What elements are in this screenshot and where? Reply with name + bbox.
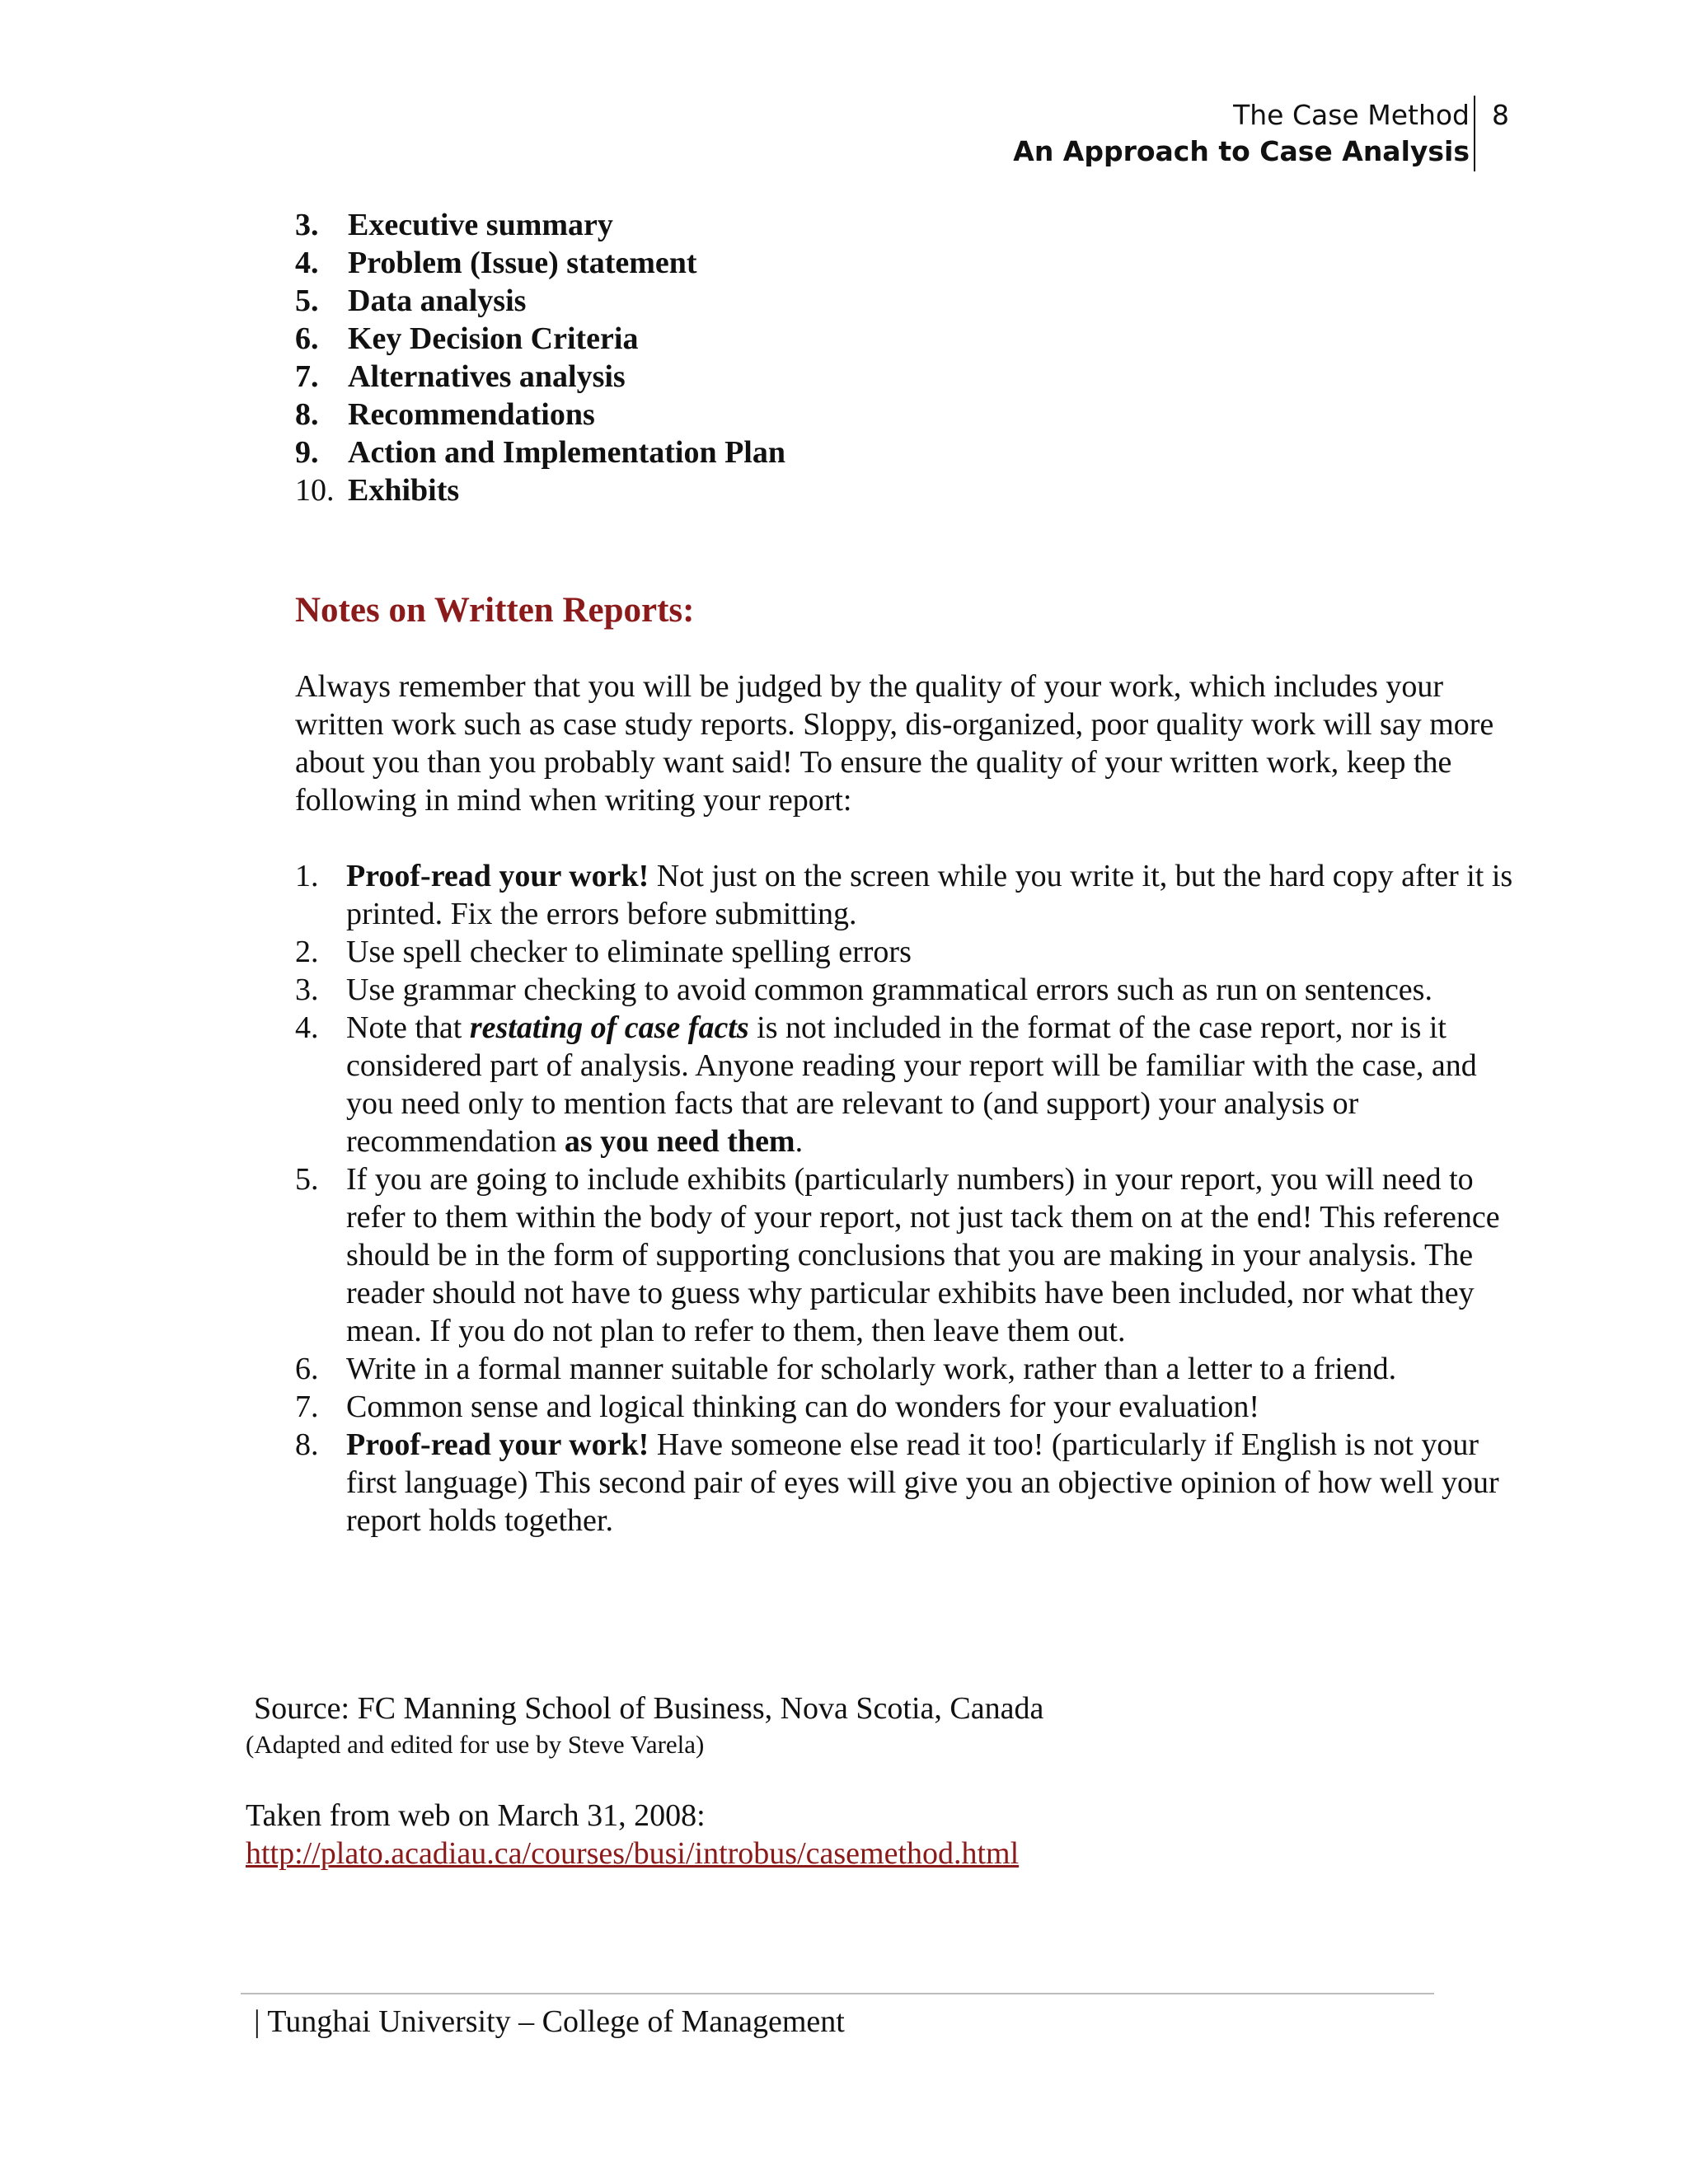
list-item [295, 206, 785, 244]
body-text: is not included in the format of the case report, nor is it considered part of analysis. Anyone reading your report will be familiar with the case, and you need only to mention facts that are relevant to (and support) your analysis or recommendation [346, 1010, 1477, 1159]
page-number: 8 [1492, 99, 1509, 131]
emphasis-text: as you need them [564, 1124, 795, 1159]
emphasis-text: Proof-read your work! [346, 1427, 649, 1462]
notes-list [295, 857, 1531, 1540]
intro-paragraph: Always remember that you will be judged by the quality of your work, which includes your written work such as case study reports. Sloppy, dis-organized, poor quality work will say more about you than you probably want said! To ensure the quality of your written work, keep the following in mind when writing your report: [295, 669, 1494, 818]
list-text: Write in a formal manner suitable for scholarly work, rather than a letter to a friend. [346, 1352, 1397, 1386]
list-item [295, 434, 785, 471]
list-item [295, 244, 785, 282]
body-text: . [795, 1124, 804, 1159]
list-item [295, 857, 1531, 933]
list-number: 6. [295, 1352, 319, 1386]
list-number: 2. [295, 935, 319, 969]
retrieval-date: Taken from web on March 31, 2008: [246, 1798, 706, 1833]
list-text: Problem (Issue) statement [348, 246, 697, 280]
list-item [295, 320, 785, 358]
list-number: 7. [295, 1390, 319, 1424]
list-number: 6. [295, 321, 319, 356]
list-number: 7. [295, 359, 319, 394]
header-divider [1474, 96, 1475, 171]
list-item [295, 1350, 1531, 1388]
section-heading: Notes on Written Reports: [295, 591, 695, 630]
page-footer: | Tunghai University – College of Management [254, 2004, 845, 2039]
body-text: Not just on the screen while you write it, but the hard copy after it is printed. Fix the errors before submitting. [346, 859, 1513, 931]
list-number: 8. [295, 397, 319, 432]
list-item [295, 1426, 1531, 1540]
header-title: The Case Method [1233, 99, 1470, 131]
emphasis-text: Proof-read your work! [346, 859, 649, 893]
list-item [295, 1388, 1531, 1426]
source-line: Source: FC Manning School of Business, Nova Scotia, Canada [254, 1691, 1044, 1726]
list-text: Recommendations [348, 397, 595, 432]
list-text [346, 857, 1531, 933]
list-item [295, 396, 785, 434]
list-text [346, 1009, 1531, 1160]
list-text: Exhibits [348, 473, 460, 508]
footer-divider [241, 1993, 1434, 1994]
list-text: Data analysis [348, 284, 527, 318]
list-item [295, 1009, 1531, 1160]
list-number: 5. [295, 284, 319, 318]
list-number: 5. [295, 1162, 319, 1197]
list-number: 4. [295, 1010, 319, 1045]
list-text: Use grammar checking to avoid common grammatical errors such as run on sentences. [346, 972, 1432, 1007]
list-text: Action and Implementation Plan [348, 435, 785, 470]
list-item [295, 358, 785, 396]
header-subtitle: An Approach to Case Analysis [1013, 135, 1470, 167]
body-text: Have someone else read it too! (particularly if English is not your first language) This second pair of eyes will give you an objective opinion of how well your report holds together. [346, 1427, 1499, 1538]
list-number: 3. [295, 208, 319, 242]
list-item [295, 282, 785, 320]
list-item [295, 933, 1531, 971]
list-text [346, 1426, 1531, 1540]
list-text: Common sense and logical thinking can do wonders for your evaluation! [346, 1390, 1260, 1424]
list-text: Alternatives analysis [348, 359, 626, 394]
list-number: 1. [295, 859, 319, 893]
source-url-link[interactable]: http://plato.acadiau.ca/courses/busi/introbus/casemethod.html [246, 1836, 1020, 1871]
report-outline-list [295, 206, 785, 509]
list-item [295, 971, 1531, 1009]
list-number: 4. [295, 246, 319, 280]
list-number: 9. [295, 435, 319, 470]
list-item [295, 1160, 1531, 1350]
list-number: 3. [295, 972, 319, 1007]
page-header [1013, 97, 1470, 170]
list-text: Use spell checker to eliminate spelling errors [346, 935, 912, 969]
list-text: Executive summary [348, 208, 613, 242]
list-item [295, 471, 785, 509]
adapted-note: (Adapted and edited for use by Steve Varela) [246, 1730, 705, 1759]
list-number: 8. [295, 1427, 319, 1462]
list-text: Key Decision Criteria [348, 321, 639, 356]
body-text: Note that [346, 1010, 470, 1045]
emphasis-text: restating of case facts [469, 1010, 749, 1045]
list-text: If you are going to include exhibits (particularly numbers) in your report, you will need to refer to them within the body of your report, not just tack them on at the end! This reference should be in the form of supporting conclusions that you are making in your analysis. The reader should not have to guess why particular exhibits have been included, nor what they mean. If you do not plan to refer to them, then leave them out. [346, 1162, 1500, 1348]
list-number: 10. [295, 473, 335, 508]
